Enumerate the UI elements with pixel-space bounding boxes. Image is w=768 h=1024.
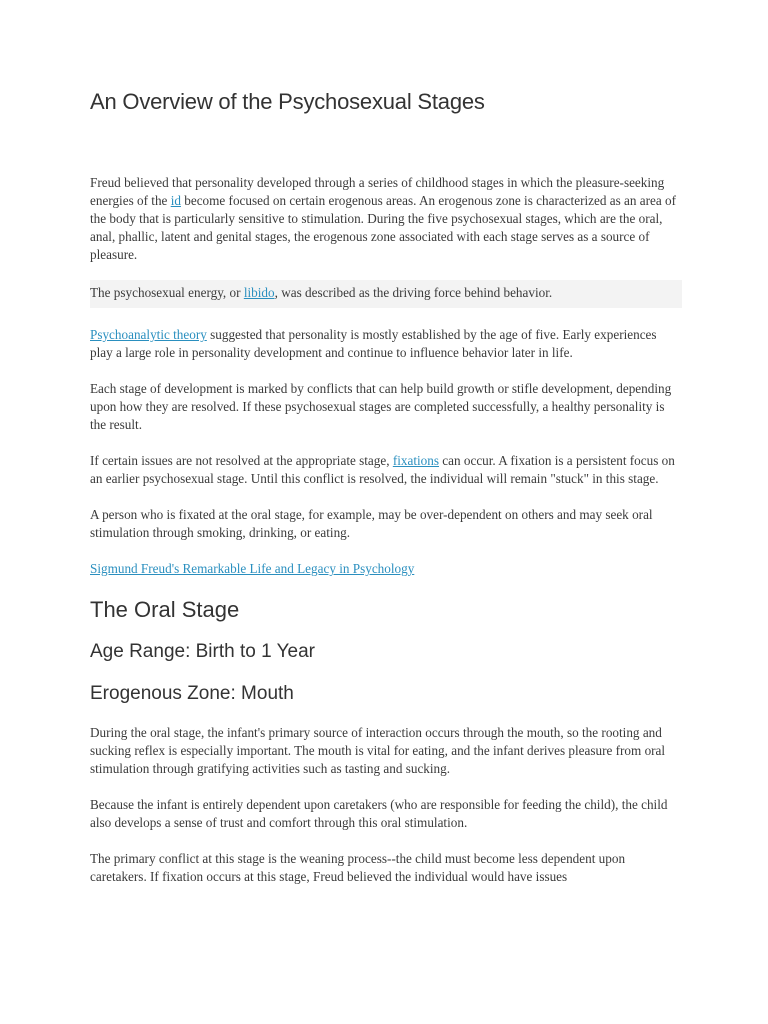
oral-stage-heading: The Oral Stage bbox=[90, 597, 240, 622]
fixations-text-after: can occur. A fixation is a persistent focus on an earlier psychosexual stage. Until this conflict is resolved, the individual will remain "stuck" in this stage. bbox=[90, 453, 675, 486]
fixations-link[interactable]: fixations bbox=[392, 453, 439, 468]
related-article-link[interactable]: Sigmund Freud's Remarkable Life and Legacy in Psychology bbox=[90, 561, 415, 576]
oral-paragraph-3: The primary conflict at this stage is the weaning process--the child must become less dependent upon caretakers. If fixation occurs at this stage, Freud believed the individual would have issues bbox=[90, 851, 626, 884]
callout-text-before: The psychosexual energy, or bbox=[90, 285, 244, 300]
libido-link[interactable]: libido bbox=[243, 285, 275, 300]
conflicts-paragraph: Each stage of development is marked by conflicts that can help build growth or stifle development, depending upon how they are resolved. If these psychosexual stages are completed successfully, a healthy personality is the result. bbox=[90, 381, 672, 432]
psychoanalytic-theory-link[interactable]: Psychoanalytic theory bbox=[90, 327, 207, 342]
oral-example-paragraph: A person who is fixated at the oral stage, for example, may be over-dependent on others and may seek oral stimulation through smoking, drinking, or eating. bbox=[90, 507, 653, 540]
article-body bbox=[90, 88, 680, 904]
intro-text-before: Freud believed that personality developed through a series of childhood stages in which the pleasure-seeking energies of the bbox=[90, 175, 665, 208]
libido-callout bbox=[90, 280, 682, 308]
intro-paragraph bbox=[90, 174, 680, 264]
fixations-text-before: If certain issues are not resolved at the appropriate stage, bbox=[90, 453, 393, 468]
erogenous-zone-heading: Erogenous Zone: Mouth bbox=[90, 683, 294, 704]
psychoanalytic-paragraph bbox=[90, 326, 680, 362]
related-article-paragraph bbox=[90, 560, 680, 578]
psychoanalytic-text: suggested that personality is mostly established by the age of five. Early experiences play a large role in personality development and continue to influence behavior later in life. bbox=[90, 327, 657, 360]
callout-text-after: , was described as the driving force behind behavior. bbox=[274, 285, 553, 300]
id-link[interactable]: id bbox=[170, 193, 181, 208]
article-title: An Overview of the Psychosexual Stages bbox=[90, 89, 485, 114]
age-range-heading: Age Range: Birth to 1 Year bbox=[90, 641, 315, 662]
fixations-paragraph bbox=[90, 452, 680, 488]
oral-paragraph-2: Because the infant is entirely dependent upon caretakers (who are responsible for feeding the child), the child also develops a sense of trust and comfort through this oral stimulation. bbox=[90, 797, 668, 830]
intro-text-after: become focused on certain erogenous areas. An erogenous zone is characterized as an area of the body that is particularly sensitive to stimulation. During the five psychosexual stages, which are the oral, anal, phallic, latent and genital stages, the erogenous zone associated with each stage serves as a source of pleasure. bbox=[90, 193, 676, 262]
oral-paragraph-1: During the oral stage, the infant's primary source of interaction occurs through the mouth, so the rooting and sucking reflex is especially important. The mouth is vital for eating, and the infant derives pleasure from oral stimulation through gratifying activities such as tasting and sucking. bbox=[90, 725, 666, 776]
